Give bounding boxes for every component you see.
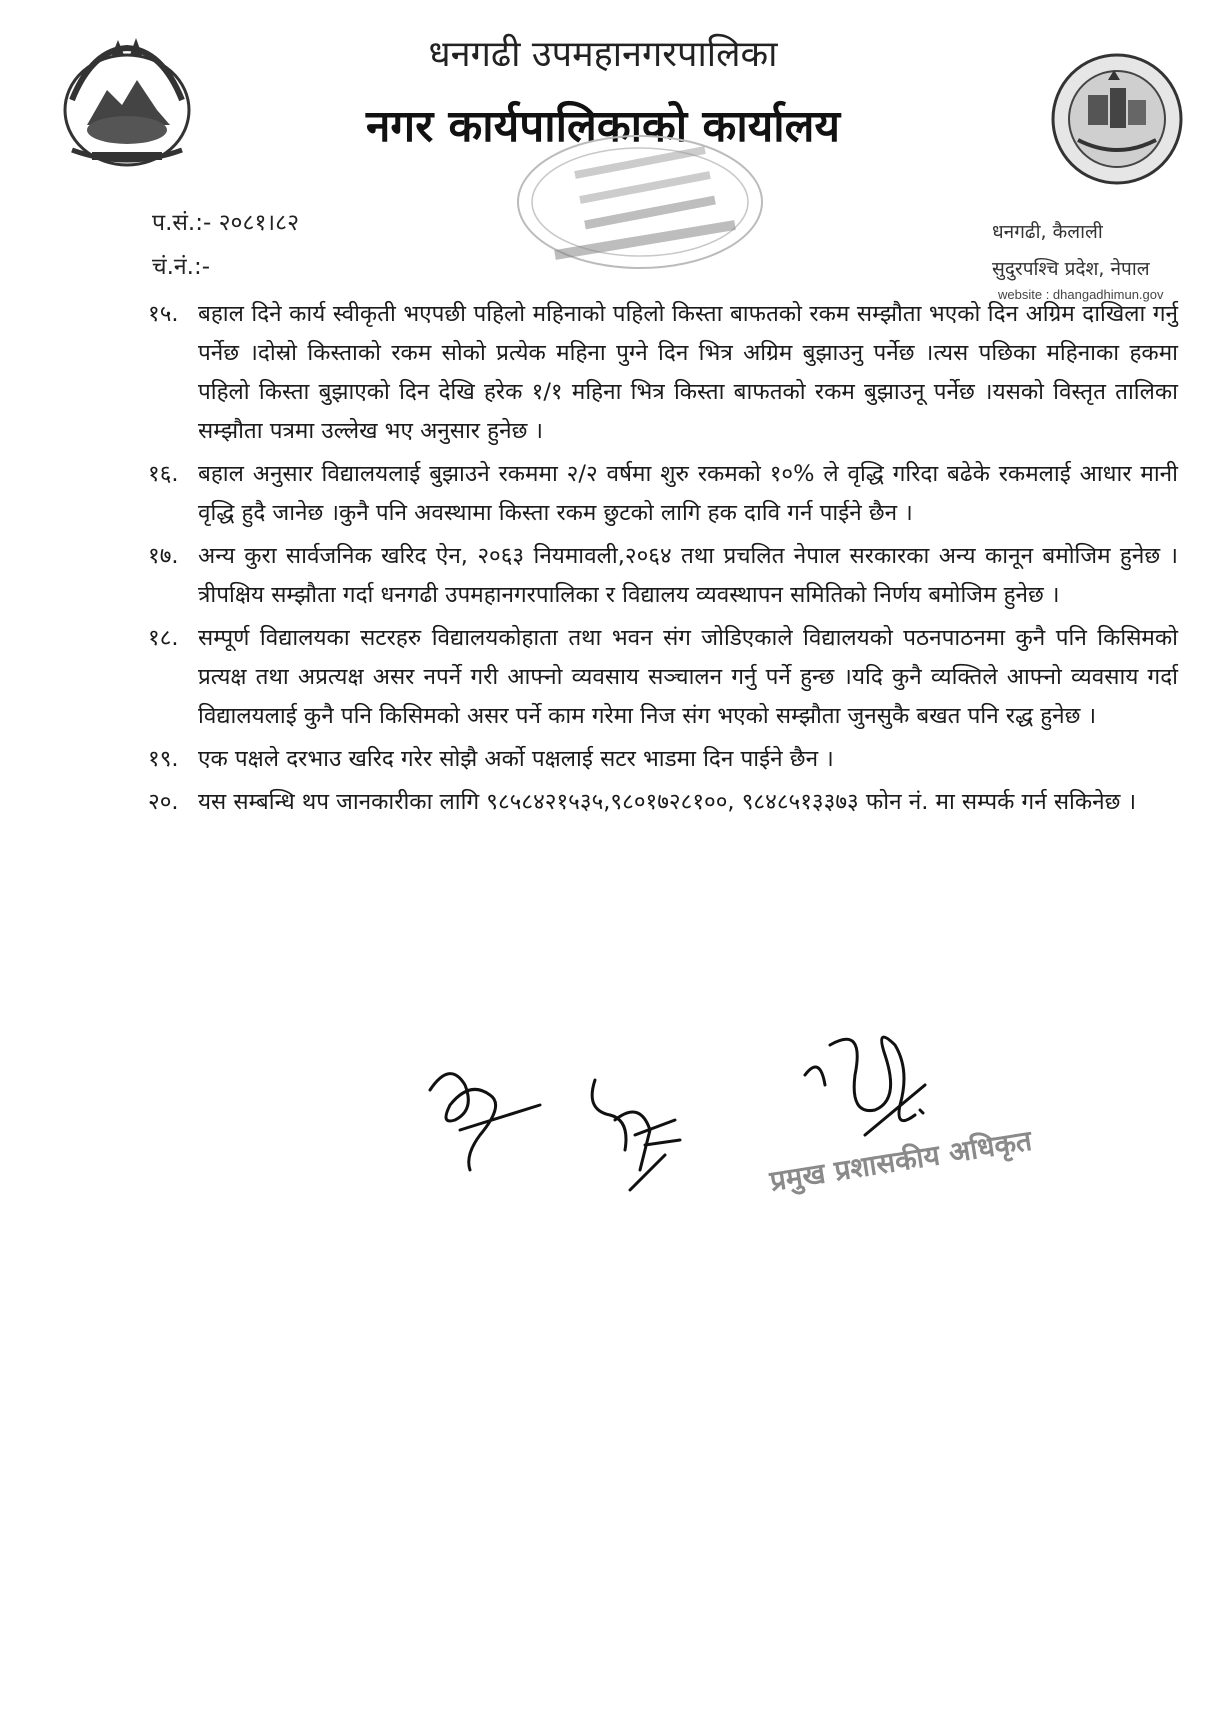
clause-number: १६. — [148, 461, 179, 487]
address-city: धनगढी, कैलाली — [992, 221, 1103, 243]
clause-15 — [148, 295, 1178, 451]
address-province: सुदुरपश्चि प्रदेश, नेपाल — [992, 258, 1150, 280]
clause-20 — [148, 783, 1178, 822]
dispatch-number: चं.नं.:- — [152, 254, 211, 280]
clause-number: १८. — [148, 625, 179, 651]
signature-1-icon — [420, 1050, 550, 1180]
clause-number: १९. — [148, 746, 179, 772]
clause-number: १५. — [148, 301, 179, 327]
office-name: नगर कार्यपालिकाको कार्यालय — [366, 101, 840, 152]
reference-number: प.सं.:- २०८१।८२ — [152, 210, 300, 236]
signatory-designation: प्रमुख प्रशासकीय अधिकृत — [767, 1123, 1034, 1198]
clause-list — [148, 295, 1178, 826]
clause-18 — [148, 619, 1178, 736]
clause-text: सम्पूर्ण विद्यालयका सटरहरु विद्यालयकोहाता तथा भवन संग जोडिएकाले विद्यालयको पठनपाठनमा कुनै पनि किसिमको प्रत्यक्ष तथा अप्रत्यक्ष असर नपर्ने गरी आफ्नो व्यवसाय सञ्चालन गर्नु पर्ने हुन्छ ।यदि कुनै व्यक्तिले आफ्नो व्यवसाय गर्दा विद्यालयलाई कुनै पनि किसिमको असर पर्ने काम गरेमा निज संग भएको सम्झौता जुनसुकै बखत पनि रद्ध हुनेछ । — [198, 625, 1178, 729]
office-stamp-icon — [505, 130, 775, 280]
clause-text: बहाल दिने कार्य स्वीकृती भएपछी पहिलो महिनाको पहिलो किस्ता बाफतको रकम सम्झौता भएको दिन अग्रिम दाखिला गर्नु पर्नेछ ।दोस्रो किस्ताको रकम सोको प्रत्येक महिना पुग्ने दिन भित्र अग्रिम बुझाउनु पर्नेछ ।त्यस पछिका महिनाका हकमा पहिलो किस्ता बुझाएको दिन देखि हरेक १/१ महिना भित्र किस्ता बाफतको रकम बुझाउनू पर्नेछ ।यसको विस्तृत तालिका सम्झौता पत्रमा उल्लेख भए अनुसार हुनेछ । — [198, 301, 1178, 444]
clause-16 — [148, 455, 1178, 533]
clause-17 — [148, 537, 1178, 615]
clause-number: १७. — [148, 543, 179, 569]
clause-number: २०. — [148, 789, 179, 815]
signature-3-icon — [795, 1015, 935, 1145]
clause-text: अन्य कुरा सार्वजनिक खरिद ऐन, २०६३ नियमावली,२०६४ तथा प्रचलित नेपाल सरकारका अन्य कानून बमोजिम हुनेछ ।त्रीपक्षिय सम्झौता गर्दा धनगढी उपमहानगरपालिका र विद्यालय व्यवस्थापन समितिको निर्णय बमोजिम हुनेछ । — [198, 543, 1178, 608]
signature-2-icon — [580, 1060, 690, 1200]
clause-text: बहाल अनुसार विद्यालयलाई बुझाउने रकममा २/२ वर्षमा शुरु रकमको १०% ले वृद्धि गरिदा बढेके रकमलाई आधार मानी वृद्धि हुदै जानेछ ।कुनै पनि अवस्थामा किस्ता रकम छुटको लागि हक दावि गर्न पाईने छैन । — [198, 461, 1178, 526]
municipality-name: धनगढी उपमहानगरपालिका — [428, 34, 778, 75]
clause-19 — [148, 740, 1178, 779]
clause-text: यस सम्बन्धि थप जानकारीका लागि ९८५८४२१५३५,९८०१७२८१००, ९८४८५१३३७३ फोन नं. मा सम्पर्क गर्न सकिनेछ । — [198, 789, 1137, 815]
website-text: website : dhangadhimun.gov — [998, 287, 1164, 302]
clause-text: एक पक्षले दरभाउ खरिद गरेर सोझै अर्को पक्षलाई सटर भाडमा दिन पाईने छैन । — [198, 746, 834, 772]
